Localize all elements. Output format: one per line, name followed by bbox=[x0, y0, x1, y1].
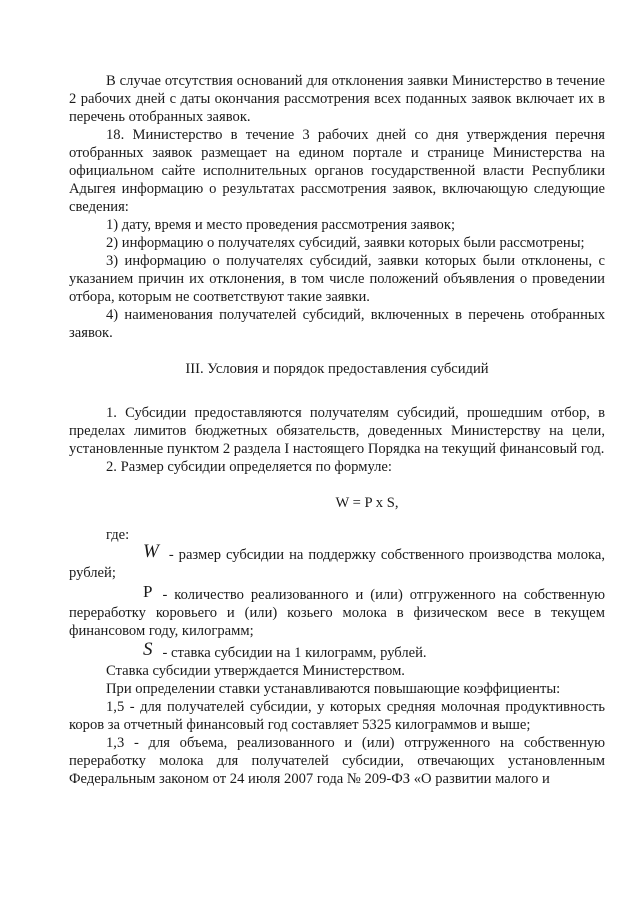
document-body bbox=[69, 72, 605, 788]
where-label: где: bbox=[106, 527, 130, 543]
formula-definitions bbox=[69, 541, 605, 662]
list-item-rejected-applicants: 3) информацию о получателях субсидий, заявки которых были отклонены, с указанием причин их отклонения, в том числе положений объявления о проведении отбора, которым не соответствуют такие заявки. bbox=[69, 253, 605, 305]
paragraph-18-publication: 18. Министерство в течение 3 рабочих дней со дня утверждения перечня отобранных заявок размещает на едином портале и странице Министерства на официальном сайте исполнительных органов государственной власти Республики Адыгея информацию о результатах рассмотрения заявок, включающую следующие сведения: bbox=[69, 127, 605, 215]
definition-p-text: - количество реализованного и (или) отгруженного на собственную переработку коровьего и (или) козьего молока в физическом весе в текущем финансовом году, килограмм; bbox=[69, 587, 605, 639]
symbol-s: S bbox=[143, 639, 153, 660]
definition-s-text: - ставка субсидии на 1 килограмм, рублей. bbox=[162, 645, 427, 661]
section-heading: III. Условия и порядок предоставления субсидий bbox=[185, 361, 489, 377]
paragraph-rate-approval: Ставка субсидии утверждается Министерством. bbox=[106, 663, 405, 679]
paragraph-coefficient-1-5: 1,5 - для получателей субсидии, у которых средняя молочная продуктивность коров за отчетный финансовый год составляет 5325 килограммов и выше; bbox=[69, 699, 605, 733]
definition-w-text: - размер субсидии на поддержку собственного производства молока, рублей; bbox=[69, 547, 605, 581]
paragraph-coefficients-intro: При определении ставки устанавливаются повышающие коэффициенты: bbox=[106, 681, 561, 697]
symbol-p: P bbox=[143, 582, 153, 601]
definition-w bbox=[69, 541, 605, 582]
definition-s bbox=[69, 639, 605, 662]
list-item-date-time-place: 1) дату, время и место проведения рассмотрения заявок; bbox=[106, 217, 455, 233]
symbol-w: W bbox=[143, 541, 159, 562]
paragraph-subsidy-provision: 1. Субсидии предоставляются получателям субсидий, прошедшим отбор, в пределах лимитов бюджетных обязательств, доведенных Министерству на цели, установленные пунктом 2 раздела I настоящего Порядка на текущий финансовый год. bbox=[69, 405, 605, 457]
subsidy-formula: W = P x S, bbox=[335, 495, 399, 511]
definition-p bbox=[69, 582, 605, 640]
paragraph-coefficient-1-3: 1,3 - для объема, реализованного и (или) отгруженного на собственную переработку молока для получателей субсидии, отвечающих установленным Федеральным законом от 24 июля 2007 года № 209-ФЗ «О развитии малого и bbox=[69, 735, 605, 787]
list-item-selected-applicants: 4) наименования получателей субсидий, включенных в перечень отобранных заявок. bbox=[69, 307, 605, 341]
paragraph-rejection-absence: В случае отсутствия оснований для отклонения заявки Министерство в течение 2 рабочих дней с даты окончания рассмотрения всех поданных заявок включает их в перечень отобранных заявок. bbox=[69, 73, 605, 125]
list-item-considered-applicants: 2) информацию о получателях субсидий, заявки которых были рассмотрены; bbox=[106, 235, 585, 251]
paragraph-subsidy-formula-intro: 2. Размер субсидии определяется по формуле: bbox=[106, 459, 392, 475]
